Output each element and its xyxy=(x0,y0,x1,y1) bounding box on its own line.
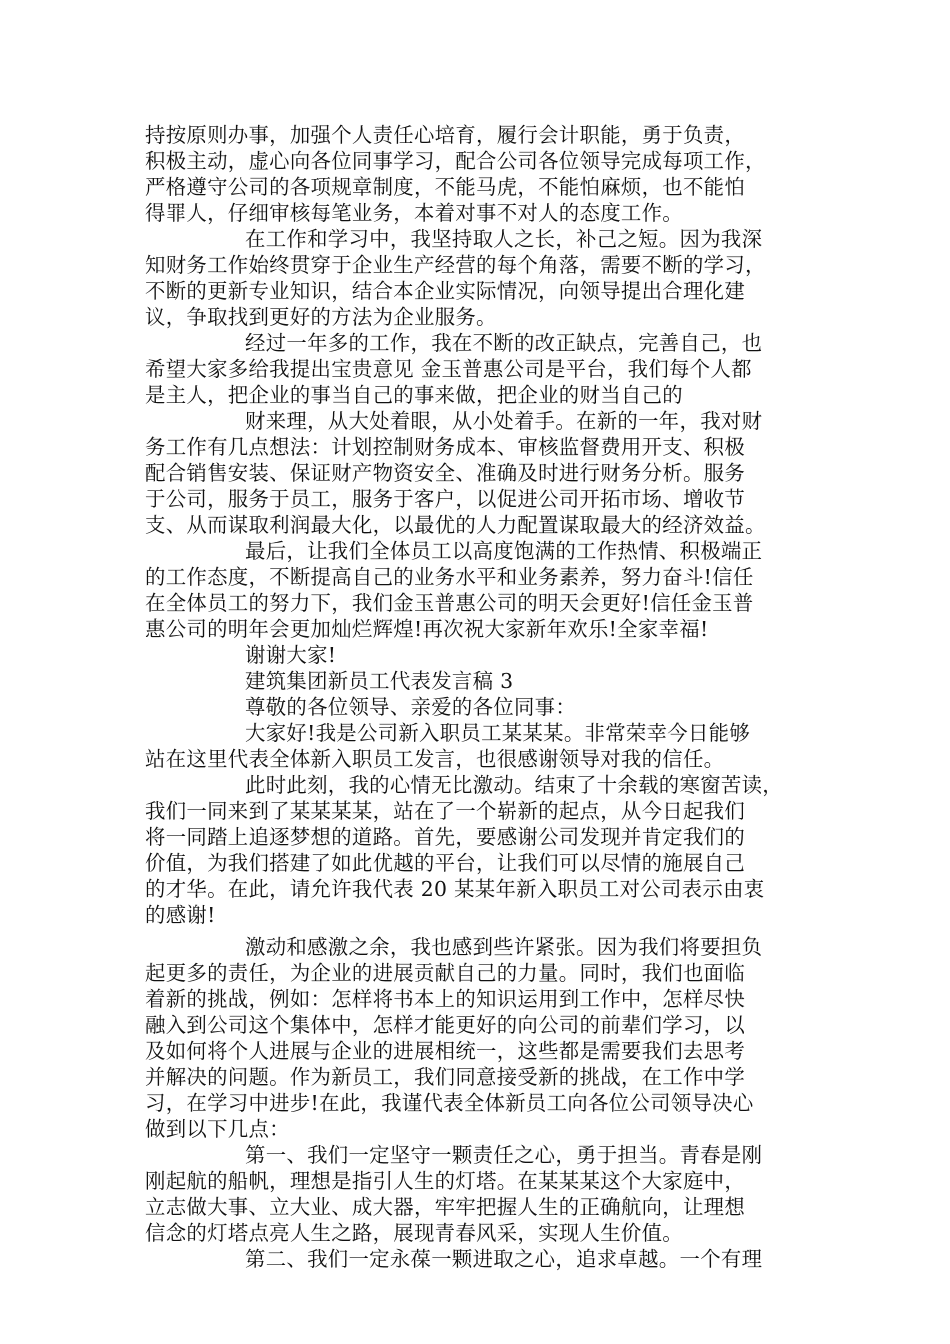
text-line: 价值，为我们搭建了如此优越的平台，让我们可以尽情的施展自己 xyxy=(145,851,746,875)
text-line: 第一、我们一定坚守一颗责任之心，勇于担当。青春是刚 xyxy=(245,1143,763,1167)
text-line: 是主人，把企业的事当自己的事来做，把企业的财当自己的 xyxy=(145,383,683,407)
text-line: 最后，让我们全体员工以高度饱满的工作热情、积极端正 xyxy=(245,539,763,563)
text-line: 信念的灯塔点亮人生之路，展现青春风采，实现人生价值。 xyxy=(145,1221,683,1245)
text-line: 大家好!我是公司新入职员工某某某。非常荣幸今日能够 xyxy=(245,721,751,745)
text-line: 我们一同来到了某某某某，站在了一个崭新的起点，从今日起我们 xyxy=(145,799,746,823)
text-line: 融入到公司这个集体中，怎样才能更好的向公司的前辈们学习，以 xyxy=(145,1013,746,1037)
text-line: 并解决的问题。作为新员工，我们同意接受新的挑战，在工作中学 xyxy=(145,1065,746,1089)
text-line: 在工作和学习中，我坚持取人之长，补己之短。因为我深 xyxy=(245,227,763,251)
text-line: 的感谢! xyxy=(145,903,216,927)
text-line: 希望大家多给我提出宝贵意见 金玉普惠公司是平台，我们每个人都 xyxy=(145,357,752,381)
text-line: 议，争取找到更好的方法为企业服务。 xyxy=(145,305,497,329)
text-line: 于公司，服务于员工，服务于客户，以促进公司开拓市场、增收节 xyxy=(145,487,746,511)
text-line: 及如何将个人进展与企业的进展相统一，这些都是需要我们去思考 xyxy=(145,1039,746,1063)
text-line: 不断的更新专业知识，结合本企业实际情况，向领导提出合理化建 xyxy=(145,279,746,303)
text-line: 经过一年多的工作，我在不断的改正缺点，完善自己，也 xyxy=(245,331,763,355)
text-line: 知财务工作始终贯穿于企业生产经营的每个角落，需要不断的学习， xyxy=(145,253,766,277)
text-line: 谢谢大家! xyxy=(245,643,337,667)
text-line: 务工作有几点想法：计划控制财务成本、审核监督费用开支、积极 xyxy=(145,435,746,459)
text-line: 做到以下几点： xyxy=(145,1117,290,1141)
text-line: 财来理，从大处着眼，从小处着手。在新的一年，我对财 xyxy=(245,409,763,433)
text-line: 在全体员工的努力下，我们金玉普惠公司的明天会更好!信任金玉普 xyxy=(145,591,754,615)
text-line: 严格遵守公司的各项规章制度，不能马虎，不能怕麻烦，也不能怕 xyxy=(145,175,746,199)
document-body xyxy=(145,122,825,1272)
text-line: 刚起航的船帆，理想是指引人生的灯塔。在某某某这个大家庭中， xyxy=(145,1169,746,1193)
section-title: 建筑集团新员工代表发言稿 3 xyxy=(245,669,514,693)
text-line: 起更多的责任，为企业的进展贡献自己的力量。同时，我们也面临 xyxy=(145,961,746,985)
text-line: 站在这里代表全体新入职员工发言，也很感谢领导对我的信任。 xyxy=(145,747,725,771)
text-line: 激动和感激之余，我也感到些许紧张。因为我们将要担负 xyxy=(245,935,763,959)
text-line: 配合销售安装、保证财产物资安全、准确及时进行财务分析。服务 xyxy=(145,461,746,485)
text-line: 立志做大事、立大业、成大器，牢牢把握人生的正确航向，让理想 xyxy=(145,1195,746,1219)
text-line: 得罪人，仔细审核每笔业务，本着对事不对人的态度工作。 xyxy=(145,201,683,225)
salutation: 尊敬的各位领导、亲爱的各位同事： xyxy=(245,695,577,719)
text-line: 积极主动，虚心向各位同事学习，配合公司各位领导完成每项工作， xyxy=(145,149,766,173)
text-line: 此时此刻，我的心情无比激动。结束了十余载的寒窗苦读， xyxy=(245,773,783,797)
text-line: 第二、我们一定永葆一颗进取之心，追求卓越。一个有理 xyxy=(245,1247,763,1271)
text-line: 的才华。在此，请允许我代表 20 某某年新入职员工对公司表示由衷 xyxy=(145,877,765,901)
text-line: 持按原则办事，加强个人责任心培育，履行会计职能，勇于负责， xyxy=(145,123,746,147)
text-line: 着新的挑战，例如：怎样将书本上的知识运用到工作中，怎样尽快 xyxy=(145,987,746,1011)
text-line: 惠公司的明年会更加灿烂辉煌!再次祝大家新年欢乐!全家幸福! xyxy=(145,617,709,641)
text-line: 的工作态度，不断提高自己的业务水平和业务素养，努力奋斗!信任 xyxy=(145,565,754,589)
text-line: 将一同踏上追逐梦想的道路。首先，要感谢公司发现并肯定我们的 xyxy=(145,825,746,849)
text-line: 支、从而谋取利润最大化，以最优的人力配置谋取最大的经济效益。 xyxy=(145,513,766,537)
text-line: 习，在学习中进步!在此，我谨代表全体新员工向各位公司领导决心 xyxy=(145,1091,754,1115)
